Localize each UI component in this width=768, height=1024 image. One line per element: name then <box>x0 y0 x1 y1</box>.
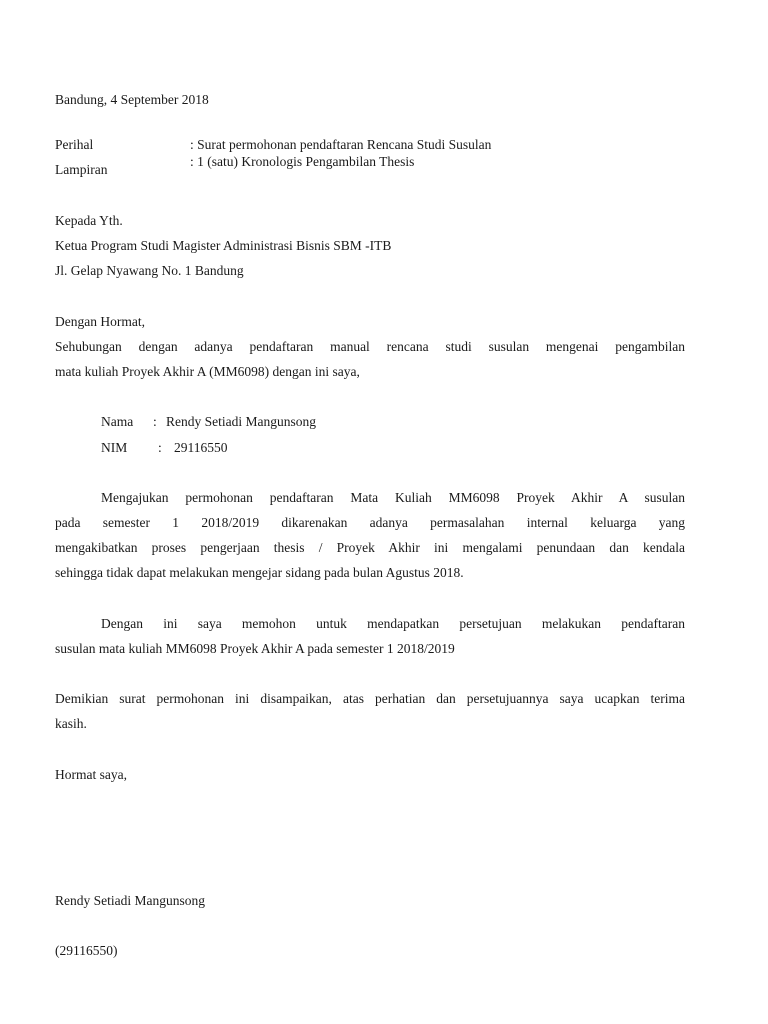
nama-value: Rendy Setiadi Mangunsong <box>166 414 316 429</box>
lampiran-value: : 1 (satu) Kronologis Pengambilan Thesis <box>190 154 415 169</box>
nim-label: NIM <box>101 440 128 455</box>
sign-off: Hormat saya, <box>55 767 127 782</box>
closing-line-2: kasih. <box>55 716 87 731</box>
recipient-line-2: Ketua Program Studi Magister Administrasi Bisnis SBM -ITB <box>55 238 392 253</box>
nim-value: 29116550 <box>174 440 228 455</box>
perihal-label: Perihal <box>55 137 94 152</box>
nama-separator: : <box>153 414 157 429</box>
paragraph1-line-1: Mengajukan permohonan pendaftaran Mata Kuliah MM6098 Proyek Akhir A susulan <box>101 490 685 505</box>
nama-label: Nama <box>101 414 134 429</box>
recipient-line-3: Jl. Gelap Nyawang No. 1 Bandung <box>55 263 244 278</box>
paragraph2-line-1: Dengan ini saya memohon untuk mendapatkan persetujuan melakukan pendaftaran <box>101 616 685 631</box>
intro-line-1: Sehubungan dengan adanya pendaftaran manual rencana studi susulan mengenai pengambilan <box>55 339 685 354</box>
intro-line-2: mata kuliah Proyek Akhir A (MM6098) dengan ini saya, <box>55 364 360 379</box>
closing-line-1: Demikian surat permohonan ini disampaikan, atas perhatian dan persetujuannya saya ucapkan terima <box>55 691 685 706</box>
nim-separator: : <box>158 440 162 455</box>
lampiran-label: Lampiran <box>55 162 108 177</box>
paragraph1-line-4: sehingga tidak dapat melakukan mengejar sidang pada bulan Agustus 2018. <box>55 565 464 580</box>
paragraph1-line-3: mengakibatkan proses pengerjaan thesis / Proyek Akhir ini mengalami penundaan dan kendala <box>55 540 685 555</box>
paragraph2-line-2: susulan mata kuliah MM6098 Proyek Akhir A pada semester 1 2018/2019 <box>55 641 455 656</box>
greeting: Dengan Hormat, <box>55 314 145 329</box>
date-line: Bandung, 4 September 2018 <box>55 92 209 107</box>
perihal-value: : Surat permohonan pendaftaran Rencana Studi Susulan <box>190 137 492 152</box>
signature-id: (29116550) <box>55 943 118 958</box>
recipient-line-1: Kepada Yth. <box>55 213 123 228</box>
signature-name: Rendy Setiadi Mangunsong <box>55 893 205 908</box>
paragraph1-line-2: pada semester 1 2018/2019 dikarenakan adanya permasalahan internal keluarga yang <box>55 515 685 530</box>
